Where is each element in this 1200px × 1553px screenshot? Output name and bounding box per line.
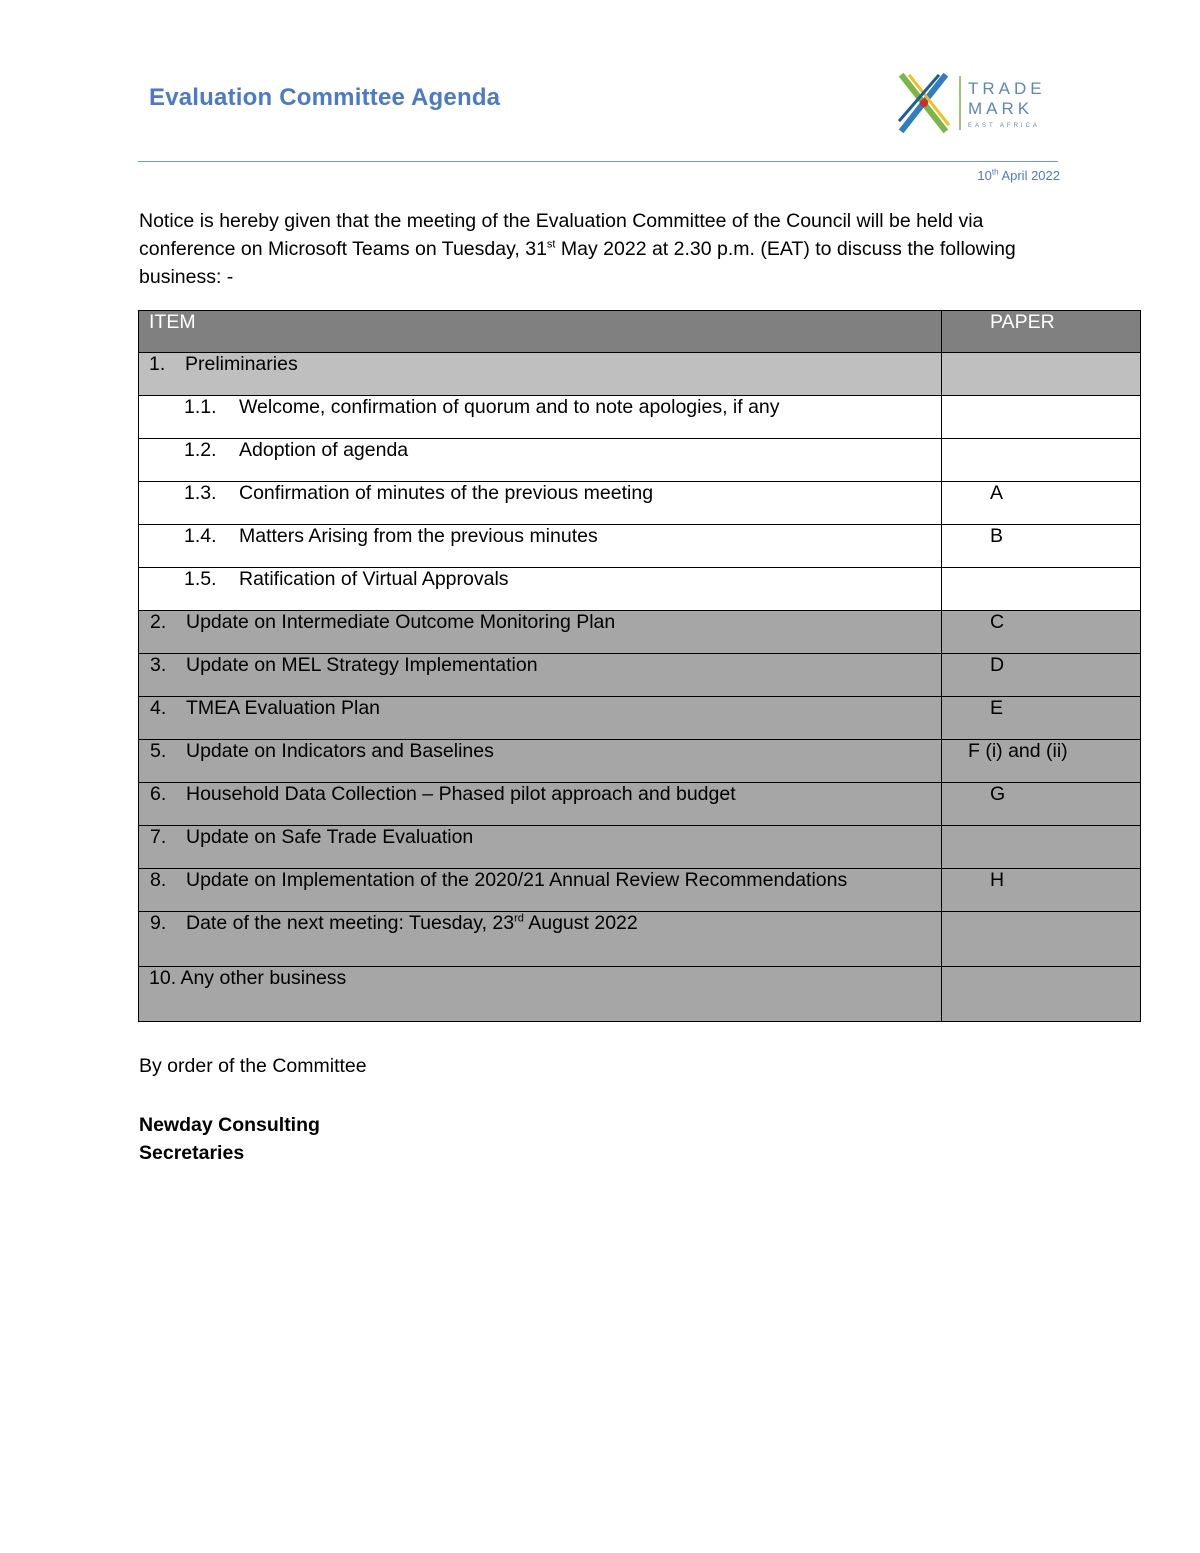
paper-cell xyxy=(942,826,1141,869)
agenda-item-cell xyxy=(139,912,942,967)
agenda-item-cell xyxy=(139,869,942,912)
company-name: Newday Consulting xyxy=(139,1114,320,1136)
table-row xyxy=(139,439,1141,482)
agenda-item-cell xyxy=(139,783,942,826)
agenda-table xyxy=(138,310,1141,1022)
item-text: Update on Implementation of the 2020/21 Annual Review Recommendations xyxy=(186,869,848,891)
item-text: Confirmation of minutes of the previous meeting xyxy=(239,482,654,504)
item-text: Any other business xyxy=(180,967,347,989)
document-date xyxy=(977,168,1060,183)
item-text: Update on Safe Trade Evaluation xyxy=(186,826,474,848)
item-text: Matters Arising from the previous minutes xyxy=(239,525,598,547)
agenda-item-cell xyxy=(139,611,942,654)
table-row xyxy=(139,783,1141,826)
date-rest: April 2022 xyxy=(998,168,1060,183)
closing-line: By order of the Committee xyxy=(139,1055,367,1077)
item-number: 6. xyxy=(150,783,167,805)
paper-cell xyxy=(942,439,1141,482)
paper-cell xyxy=(942,912,1141,967)
item-text: Ratification of Virtual Approvals xyxy=(239,568,509,590)
agenda-item-cell xyxy=(139,740,942,783)
item-text-rest: August 2022 xyxy=(523,912,638,934)
date-day-suffix: th xyxy=(991,167,999,177)
document-title: Evaluation Committee Agenda xyxy=(149,84,501,111)
meeting-notice xyxy=(139,207,1069,291)
agenda-item-cell xyxy=(139,353,942,396)
item-text: Date of the next meeting: Tuesday, 23 xyxy=(186,912,515,934)
table-row xyxy=(139,826,1141,869)
paper-cell: E xyxy=(942,697,1141,740)
agenda-item-cell xyxy=(139,482,942,525)
table-header-row xyxy=(139,311,1141,353)
logo-text-east-africa: EAST AFRICA xyxy=(968,123,1040,129)
item-number: 10. xyxy=(149,967,177,989)
agenda-item-cell xyxy=(139,396,942,439)
item-number: 1.4. xyxy=(184,525,217,547)
table-row xyxy=(139,912,1141,967)
item-text: Welcome, confirmation of quorum and to note apologies, if any xyxy=(239,396,780,418)
agenda-item-cell xyxy=(139,525,942,568)
paper-cell: G xyxy=(942,783,1141,826)
table-row xyxy=(139,697,1141,740)
paper-cell: F (i) and (ii) xyxy=(942,740,1141,783)
item-text: Update on Indicators and Baselines xyxy=(186,740,494,762)
table-row xyxy=(139,396,1141,439)
table-row xyxy=(139,654,1141,697)
agenda-item-cell xyxy=(139,697,942,740)
paper-cell: C xyxy=(942,611,1141,654)
table-row xyxy=(139,611,1141,654)
paper-cell xyxy=(942,353,1141,396)
item-text: Household Data Collection – Phased pilot approach and budget xyxy=(186,783,736,805)
agenda-item-cell xyxy=(139,967,942,1022)
column-header-item: ITEM xyxy=(139,311,942,353)
paper-cell: B xyxy=(942,525,1141,568)
paper-cell: H xyxy=(942,869,1141,912)
item-text: Preliminaries xyxy=(185,353,298,375)
agenda-item-cell xyxy=(139,568,942,611)
paper-cell: A xyxy=(942,482,1141,525)
agenda-item-cell xyxy=(139,826,942,869)
notice-sup: st xyxy=(546,238,556,251)
logo-text-mark: MARK xyxy=(968,99,1034,118)
item-number: 5. xyxy=(150,740,167,762)
paper-cell: D xyxy=(942,654,1141,697)
table-row xyxy=(139,740,1141,783)
item-number: 1.2. xyxy=(184,439,217,461)
company-role: Secretaries xyxy=(139,1142,245,1164)
table-row xyxy=(139,525,1141,568)
date-day: 10 xyxy=(977,168,992,183)
item-number: 1.1. xyxy=(184,396,217,418)
item-number: 2. xyxy=(150,611,167,633)
item-text: TMEA Evaluation Plan xyxy=(186,697,381,719)
agenda-item-cell xyxy=(139,439,942,482)
item-text: Update on Intermediate Outcome Monitoring Plan xyxy=(186,611,616,633)
logo-text-trade: TRADE xyxy=(968,79,1046,98)
paper-cell xyxy=(942,396,1141,439)
item-number: 7. xyxy=(150,826,167,848)
item-number: 9. xyxy=(150,912,167,934)
item-text: Adoption of agenda xyxy=(239,439,409,461)
item-number: 1.3. xyxy=(184,482,217,504)
item-text: Update on MEL Strategy Implementation xyxy=(186,654,538,676)
table-row xyxy=(139,869,1141,912)
agenda-item-cell xyxy=(139,654,942,697)
item-number: 8. xyxy=(150,869,167,891)
signature-block xyxy=(139,1111,320,1167)
column-header-paper: PAPER xyxy=(942,311,1141,353)
notice-text-2: May 2022 at 2.30 p.m. (EAT) to discuss the following business: - xyxy=(139,238,1016,288)
table-row xyxy=(139,568,1141,611)
table-row xyxy=(139,482,1141,525)
notice-text-1: Notice is hereby given that the meeting of the Evaluation Committee of the Council will be held via conference on Microsoft Teams on Tuesday, 31 xyxy=(139,210,984,260)
header-rule xyxy=(138,161,1058,162)
item-number: 4. xyxy=(150,697,167,719)
item-number: 3. xyxy=(150,654,167,676)
item-number: 1.5. xyxy=(184,568,217,590)
table-row xyxy=(139,353,1141,396)
paper-cell xyxy=(942,568,1141,611)
trademark-logo-icon xyxy=(898,72,1048,134)
item-number: 1. xyxy=(149,353,166,375)
item-text-sup: rd xyxy=(514,912,524,925)
table-row xyxy=(139,967,1141,1022)
paper-cell xyxy=(942,967,1141,1022)
